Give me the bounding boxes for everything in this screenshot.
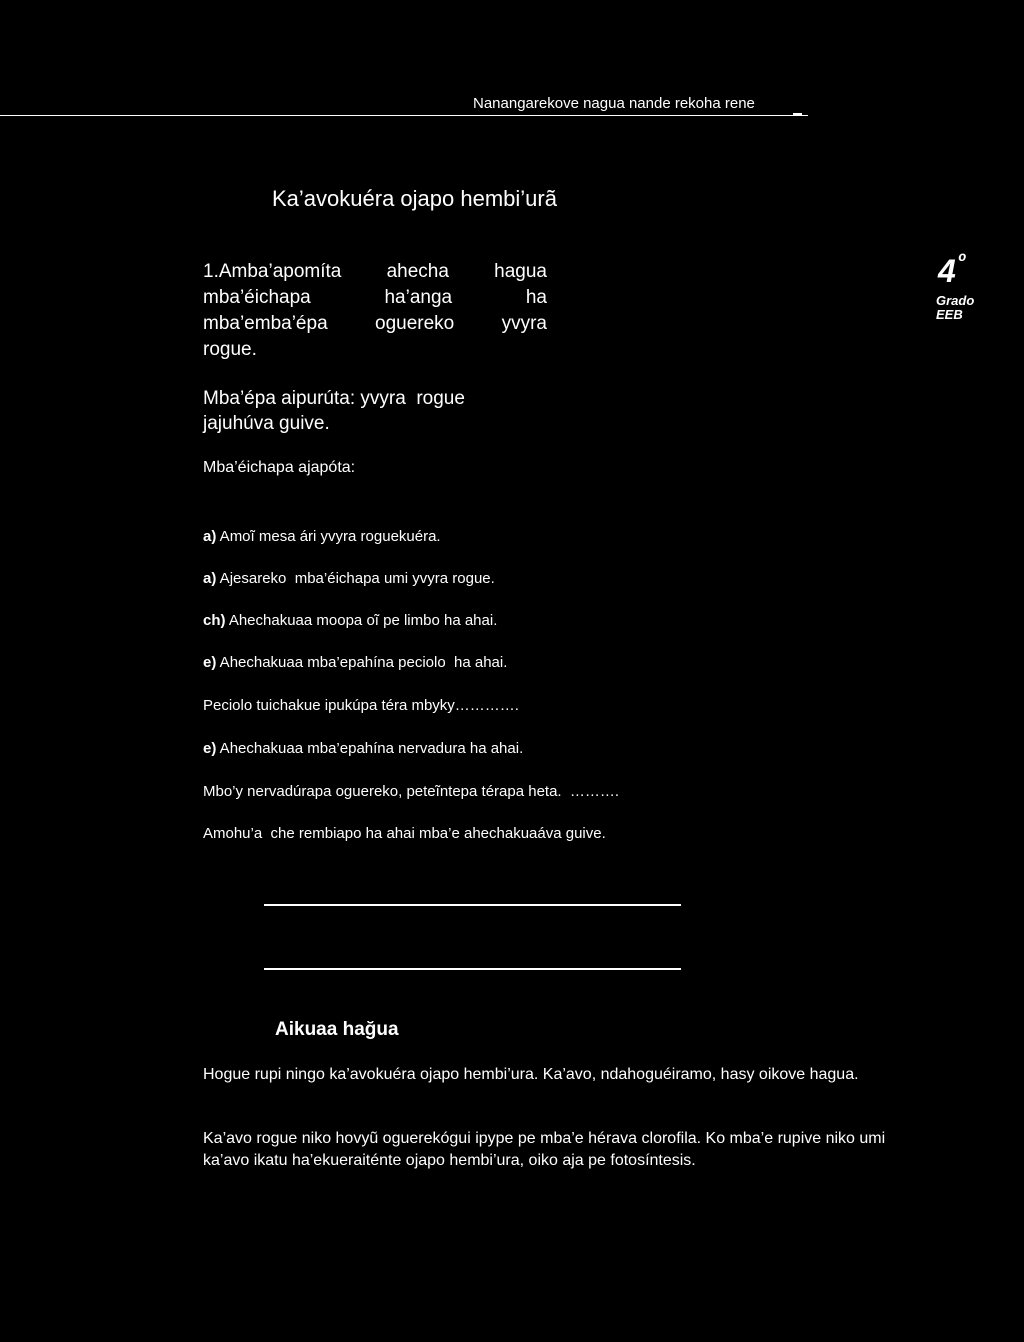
question-1-word: rogue. bbox=[203, 339, 257, 360]
item-text: Peciolo tuichakue ipukúpa téra mbyky…………. bbox=[203, 697, 519, 714]
procedure-item bbox=[203, 740, 523, 757]
answer-line bbox=[264, 968, 681, 970]
item-text: Ajesareko mba’éichapa umi yvyra rogue. bbox=[216, 570, 495, 587]
item-text: Ahechakuaa mba’epahína nervadura ha ahai. bbox=[216, 740, 524, 757]
page-title: Ka’avokuéra ojapo hembi’urã bbox=[272, 186, 557, 211]
procedure-item bbox=[203, 697, 519, 714]
header-rule bbox=[0, 115, 808, 116]
procedure-label: Mba’éichapa ajapóta: bbox=[203, 459, 356, 476]
question-1-word: hagua bbox=[494, 261, 547, 282]
item-marker: ch) bbox=[203, 612, 226, 629]
materials-line-2: jajuhúva guive. bbox=[203, 413, 330, 434]
section-title: Aikuaa hağua bbox=[275, 1019, 399, 1040]
answer-line bbox=[264, 904, 681, 906]
grade-label-line1: Grado bbox=[936, 293, 975, 308]
grade-label-line2: EEB bbox=[936, 307, 963, 322]
question-1-word: oguereko bbox=[375, 313, 455, 334]
question-1 bbox=[203, 259, 547, 363]
item-marker: a) bbox=[203, 528, 217, 545]
question-1-word: ahecha bbox=[386, 261, 449, 282]
question-1-row bbox=[203, 259, 547, 285]
procedure-item bbox=[203, 783, 619, 800]
procedure-item bbox=[203, 528, 441, 545]
materials-line-1: Mba’épa aipurúta: yvyra rogue bbox=[203, 388, 465, 409]
item-text: Mbo’y nervadúrapa oguereko, peteĩntepa térapa heta. ………. bbox=[203, 783, 620, 800]
question-1-row bbox=[203, 285, 547, 311]
materials-instruction bbox=[203, 386, 465, 436]
grade-number bbox=[938, 251, 965, 290]
procedure-item bbox=[203, 570, 495, 587]
question-1-row bbox=[203, 311, 547, 337]
section-paragraph-2: Ka’avo rogue niko hovyũ oguerekógui ipype pe mba’e hérava clorofila. Ko mba’e rupive niko umi ka’avo ikatu ha’ekueraiténte ojapo hembi’ura, oiko aja pe fotosíntesis. bbox=[203, 1130, 886, 1169]
procedure-item bbox=[203, 654, 507, 671]
item-marker: e) bbox=[203, 740, 217, 757]
item-marker: a) bbox=[203, 570, 217, 587]
question-1-word: mba’éichapa bbox=[203, 287, 311, 308]
procedure-item bbox=[203, 612, 497, 629]
item-text: Amohu’a che rembiapo ha ahai mba’e ahechakuaáva guive. bbox=[203, 825, 606, 842]
question-1-word: ha’anga bbox=[384, 287, 453, 308]
question-1-word: 1.Amba’apomíta bbox=[203, 261, 342, 282]
question-1-row bbox=[203, 337, 547, 363]
item-marker: e) bbox=[203, 654, 217, 671]
procedure-item bbox=[203, 825, 606, 842]
page-header: Nanangarekove nagua nande rekoha rene bbox=[473, 95, 755, 112]
item-text: Amoĩ mesa ári yvyra roguekuéra. bbox=[216, 528, 441, 545]
grade-number-value: 4 bbox=[938, 253, 956, 289]
item-text: Ahechakuaa moopa oĩ pe limbo ha ahai. bbox=[225, 612, 498, 629]
question-1-word: yvyra bbox=[501, 313, 547, 334]
question-1-word: ha bbox=[525, 287, 547, 308]
question-1-word: mba’emba’épa bbox=[203, 313, 328, 334]
header-rule-end bbox=[793, 113, 802, 116]
grade-degree: º bbox=[957, 251, 966, 273]
section-paragraph-1: Hogue rupi ningo ka’avokuéra ojapo hembi’ura. Ka’avo, ndahoguéiramo, hasy oikove hagua. bbox=[203, 1066, 859, 1083]
item-text: Ahechakuaa mba’epahína peciolo ha ahai. bbox=[216, 654, 508, 671]
grade-label bbox=[936, 294, 974, 322]
